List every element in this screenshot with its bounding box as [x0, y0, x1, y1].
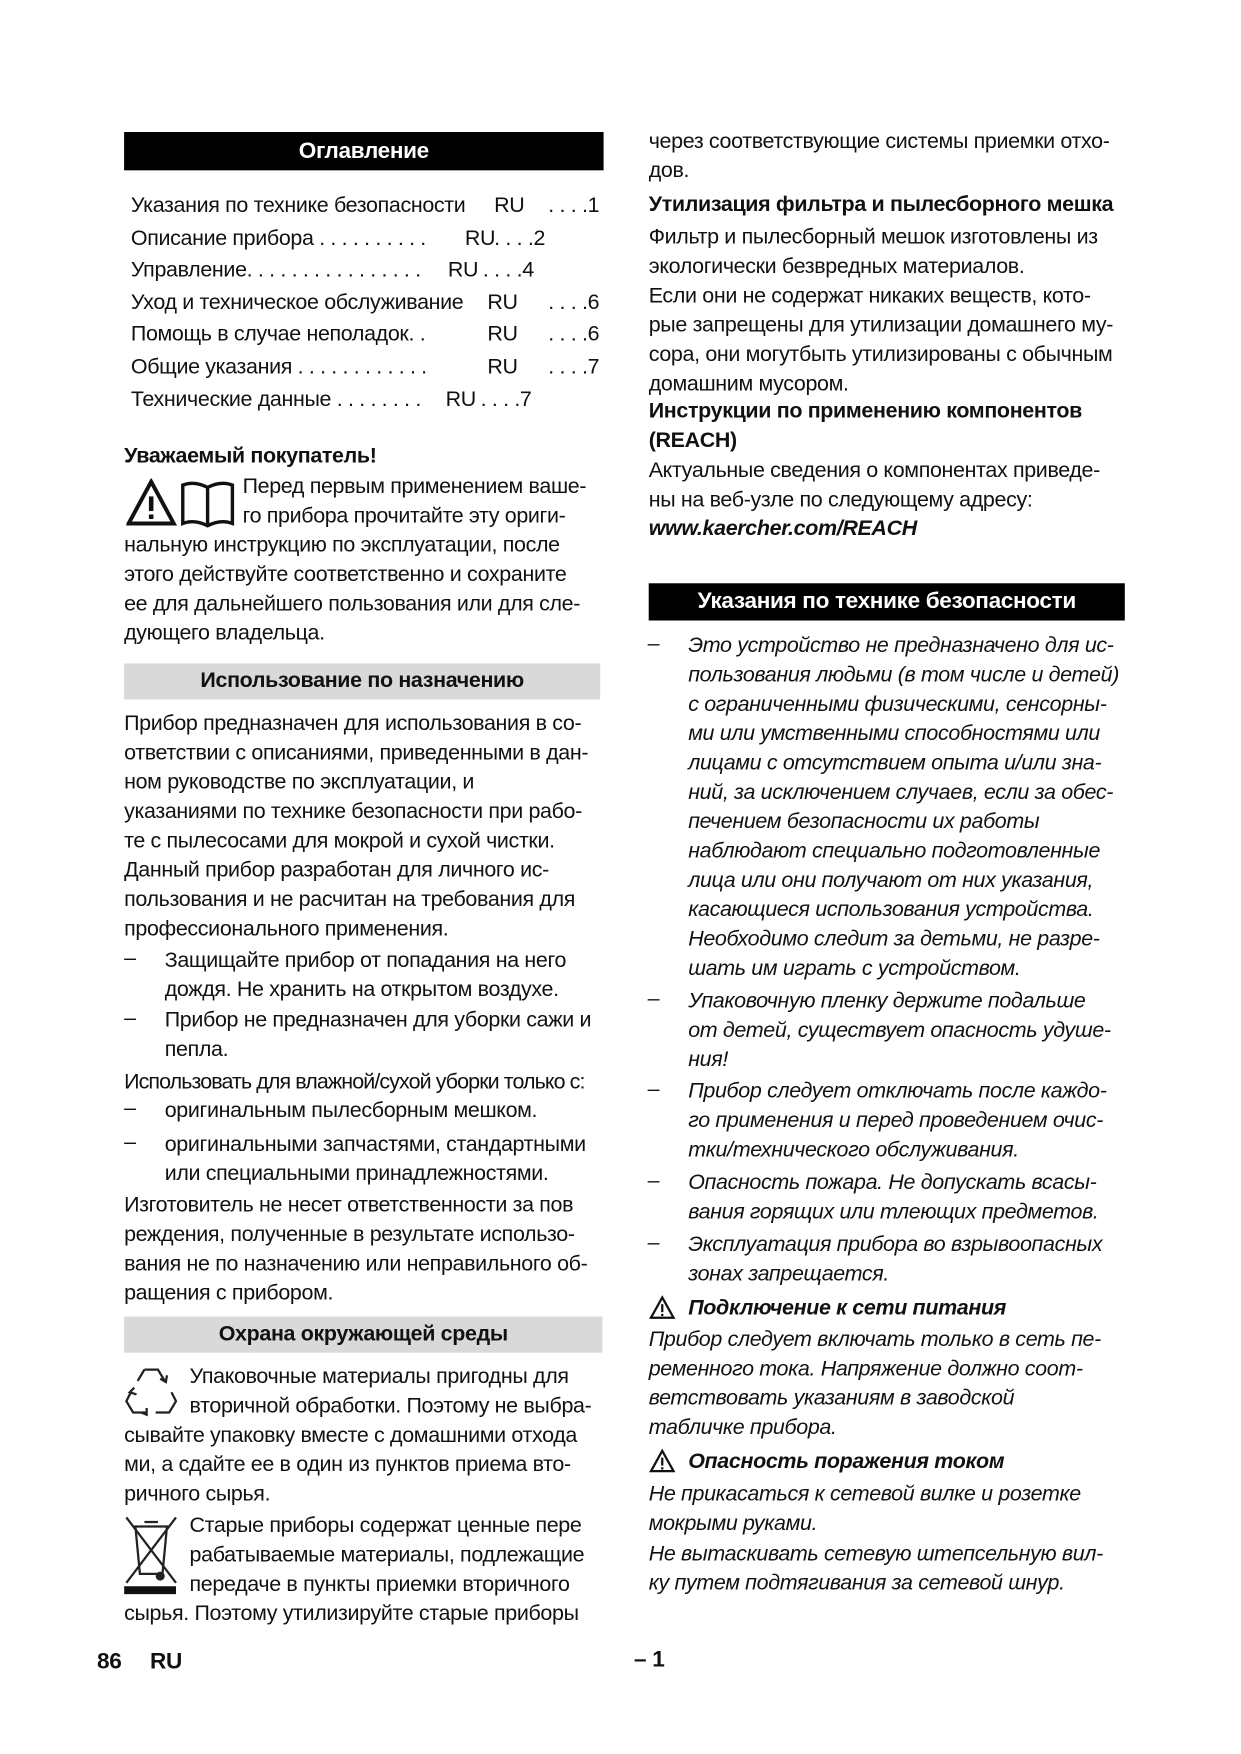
bullet-dash: – — [647, 631, 660, 656]
toc-item-page: . . . .2 — [494, 226, 546, 251]
text-line: вторичной обработки. Поэтому не выбра- — [189, 1394, 592, 1419]
text-line: Прибор следует отключать после каждо- — [688, 1079, 1107, 1104]
weee-paragraph — [124, 1512, 584, 1629]
toc-item-label: Указания по технике безопасности — [130, 194, 466, 218]
text-line: го применения и перед проведением очис- — [688, 1109, 1104, 1133]
text-line: оригинальным пылесборным мешком. — [164, 1098, 538, 1123]
safety-bullet — [647, 1077, 1107, 1163]
text-line: ременного тока. Напряжение должно соот- — [648, 1357, 1083, 1381]
toc-item-lang: RU — [445, 387, 476, 412]
text-line: ном руководстве по эксплуатации, и — [124, 770, 475, 795]
power-paragraph — [649, 1326, 1101, 1443]
text-line: пепла. — [164, 1037, 229, 1062]
toc-item[interactable] — [131, 320, 605, 352]
toc-item-label: Описание прибора . . . . . . . . . . — [130, 226, 426, 251]
page-number: 86 — [97, 1649, 122, 1675]
bullet-dash: – — [124, 1130, 136, 1155]
text-line: реждения, полученные в результате использо- — [124, 1222, 575, 1247]
text-line: шать им играть с устройством. — [688, 956, 1021, 981]
bullet-dash: – — [647, 1168, 660, 1193]
text-line: ны на веб-узле по следующему адресу: — [648, 488, 1033, 513]
text-line: Прибор следует включать только в сеть пе- — [648, 1327, 1101, 1352]
text-line: сывайте упаковку вместе с домашними отхода — [124, 1423, 578, 1448]
filter-heading — [649, 191, 1114, 220]
text-line: Фильтр и пылесборный мешок изготовлены из — [648, 225, 1098, 250]
text-line: печением безопасности их работы — [688, 810, 1040, 834]
text-line: от детей, существует опасность удуше- — [688, 1018, 1111, 1043]
text-line: Это устройство не предназначено для ис- — [688, 634, 1114, 658]
text-line: домашним мусором. — [648, 372, 849, 396]
text-line: Перед первым применением ваше- — [242, 474, 587, 499]
disposal-continued — [649, 127, 1110, 186]
text-line: указаниями по технике безопасности при рабо- — [124, 799, 582, 824]
safety-bullet — [647, 1168, 1099, 1225]
text-line: Опасность пожара. Не допускать всасы- — [688, 1171, 1097, 1195]
toc-item-label: Технические данные . . . . . . . . — [130, 387, 421, 412]
text-line: Актуальные сведения о компонентах приведе- — [648, 459, 1100, 483]
text-line: Прибор не предназначен для уборки сажи и — [164, 1008, 592, 1033]
text-line: лицами с отсутствием опыта и/или зна- — [688, 751, 1102, 776]
text-line: рабатываемые материалы, подлежащие — [189, 1543, 585, 1568]
heading-text: Опасность поражения током — [688, 1449, 1005, 1474]
text-line: рые запрещены для утилизации домашнего му- — [648, 313, 1114, 338]
toc-item-lang: RU — [487, 323, 518, 347]
text-line: ми или умственными способностями или — [688, 722, 1100, 746]
toc-item-lang: RU — [464, 226, 496, 251]
usage-bullet — [124, 1096, 538, 1126]
text-line: Инструкции по применению компонентов — [648, 399, 1082, 424]
text-line: ний, за исключением случаев, если за обес- — [688, 780, 1114, 805]
text-line: тки/технического обслуживания. — [688, 1138, 1019, 1163]
bullet-text — [164, 947, 567, 1002]
text-line: через соответствующие системы приемки отхо- — [648, 129, 1110, 154]
text-line: ми, а сдайте ее в один из пунктов приема вто- — [124, 1453, 571, 1477]
reach-url-link[interactable] — [649, 514, 917, 543]
text-line: зонах запрещается. — [688, 1262, 890, 1287]
bullet-dash: – — [647, 987, 660, 1011]
warning-icon — [649, 1449, 676, 1481]
warning-icon — [649, 1295, 676, 1327]
language-code: RU — [150, 1649, 182, 1675]
text-line: сырья. Поэтому утилизируйте старые приборы — [124, 1602, 579, 1626]
toc-item-lang: RU — [487, 355, 518, 380]
bullet-dash: – — [124, 1096, 136, 1121]
liability-paragraph — [124, 1191, 587, 1308]
reach-heading — [649, 397, 1082, 456]
shock-paragraph — [649, 1480, 1081, 1539]
bullet-text — [688, 987, 1111, 1072]
text-line: экологически безвредных материалов. — [648, 254, 1025, 279]
text-line: Изготовитель не несет ответственности за пов — [124, 1193, 574, 1218]
usage-paragraph — [124, 710, 588, 945]
table-of-contents — [131, 191, 605, 417]
toc-item[interactable] — [131, 223, 605, 255]
text-line: Необходимо следит за детьми, не разре- — [688, 927, 1100, 952]
toc-item-page: . . . .6 — [548, 290, 600, 315]
bullet-text — [165, 1097, 537, 1126]
filter-paragraph-2 — [649, 282, 1113, 399]
bullet-dash: – — [124, 1006, 136, 1031]
text-line: передаче в пункты приемки вторичного — [189, 1572, 570, 1597]
text-line: ответствии с описаниями, приведенными в дан- — [124, 741, 589, 765]
bullet-text — [688, 1169, 1099, 1225]
text-line: ее для дальнейшего пользования или для сле- — [124, 592, 581, 616]
shock-heading — [688, 1447, 1004, 1476]
text-line: касающиеся использования устройства. — [688, 898, 1094, 922]
text-line: го прибора прочитайте эту ориги- — [242, 504, 566, 528]
toc-item-lang: RU — [494, 194, 525, 218]
section-number: – 1 — [634, 1647, 665, 1672]
shock-paragraph-2 — [649, 1540, 1103, 1599]
text-line: ветствовать указаниям в заводской — [648, 1386, 1015, 1411]
text-line: ращения с прибором. — [124, 1281, 334, 1306]
safety-bullet — [647, 1230, 1103, 1287]
usage-header: Использование по назначению — [124, 663, 600, 699]
toc-item[interactable] — [131, 352, 605, 384]
text-line: Данный прибор разработан для личного ис- — [124, 858, 549, 883]
text-line: оригинальными запчастями, стандартными — [164, 1132, 586, 1157]
safety-bullet — [647, 631, 1119, 981]
toc-item[interactable] — [131, 287, 605, 319]
toc-item-page: . . . .6 — [548, 323, 600, 347]
toc-item[interactable] — [131, 384, 605, 416]
text-line: ния! — [688, 1048, 728, 1072]
usage-bullet — [124, 946, 567, 1002]
power-heading — [688, 1294, 1006, 1323]
toc-item-label: Помощь в случае неполадок. . — [130, 323, 426, 347]
text-line: дов. — [648, 159, 690, 183]
packaging-paragraph — [124, 1363, 591, 1510]
safety-bullet — [647, 987, 1111, 1072]
environment-header: Охрана окружающей среды — [124, 1317, 602, 1353]
text-line: с ограниченными физическими, сенсорны- — [688, 692, 1107, 717]
text-line: ку путем подтягивания за сетевой шнур. — [648, 1571, 1065, 1596]
bullet-text — [688, 1231, 1103, 1287]
text-line: (REACH) — [648, 428, 737, 453]
text-line: пользования людьми (в том числе и детей) — [688, 663, 1119, 688]
filter-paragraph — [649, 223, 1098, 282]
toc-item-page: . . . .1 — [548, 194, 600, 218]
toc-item-label: Общие указания . . . . . . . . . . . . — [130, 355, 427, 380]
bullet-text — [164, 1006, 592, 1062]
toc-header: Оглавление — [124, 132, 603, 170]
toc-item[interactable] — [131, 255, 605, 287]
toc-item-page: . . . .4 — [482, 258, 534, 283]
text-line: пользования и не расчитан на требования для — [124, 887, 576, 912]
text-line: нальную инструкцию по эксплуатации, после — [124, 533, 560, 558]
toc-item-label: Уход и техническое обслуживание — [130, 290, 464, 315]
text-line: ричного сырья. — [124, 1482, 271, 1507]
bullet-text — [688, 1077, 1107, 1163]
text-line: профессионального применения. — [124, 917, 449, 941]
bullet-dash: – — [647, 1230, 660, 1255]
bullet-dash: – — [124, 946, 136, 971]
text-line: сора, они могутбыть утилизированы с обычным — [648, 342, 1113, 367]
text-line: Если они не содержат никаких веществ, кото- — [648, 284, 1091, 308]
text-line: этого действуйте соответственно и сохраните — [124, 562, 567, 587]
text-line: вания не по назначению или неправильного об- — [124, 1252, 588, 1276]
usage-bullet — [124, 1130, 586, 1186]
toc-item[interactable] — [131, 191, 605, 223]
text-line: Не вытаскивать сетевую штепсельную вил- — [648, 1542, 1103, 1566]
toc-item-page: . . . .7 — [480, 387, 532, 412]
reach-paragraph — [649, 457, 1100, 516]
text-line: Упаковочную пленку держите подальше — [688, 989, 1086, 1014]
heading-text: Утилизация фильтра и пылесборного мешка — [648, 192, 1114, 217]
dear-paragraph — [124, 473, 586, 649]
text-line: Эксплуатация прибора во взрывоопасных — [688, 1233, 1103, 1257]
text-line: вания горящих или тлеющих предметов. — [688, 1200, 1099, 1225]
bullet-dash: – — [647, 1077, 660, 1102]
toc-item-label: Управление. . . . . . . . . . . . . . . . — [130, 258, 421, 283]
text-line: Прибор предназначен для использования в со- — [124, 711, 582, 736]
heading-text: Подключение к сети питания — [688, 1296, 1007, 1320]
text-line: дующего владельца. — [124, 621, 325, 646]
toc-item-lang: RU — [447, 258, 479, 283]
text-line: Старые приборы содержат ценные пере — [189, 1514, 582, 1538]
dear-heading: Уважаемый покупатель! — [124, 444, 377, 469]
text-line: Не прикасаться к сетевой вилке и розетке — [648, 1482, 1081, 1507]
text-line: лица или они получают от них указания, — [688, 868, 1094, 893]
toc-item-lang: RU — [487, 290, 518, 315]
text-line: Использовать для влажной/сухой уборки только с: — [124, 1070, 585, 1095]
text-line: или специальными принадлежностями. — [164, 1162, 549, 1186]
text-line: табличке прибора. — [648, 1415, 837, 1440]
bullet-text — [688, 632, 1119, 981]
text-line: дождя. Не хранить на открытом воздухе. — [164, 978, 559, 1002]
safety-header: Указания по технике безопасности — [649, 583, 1125, 620]
text-line: мокрыми руками. — [648, 1511, 818, 1536]
usage-only — [124, 1068, 584, 1097]
text-line: Защищайте прибор от попадания на него — [164, 948, 567, 973]
toc-item-page: . . . .7 — [548, 355, 600, 380]
usage-bullet — [124, 1006, 592, 1062]
text-line: те с пылесосами для мокрой и сухой чистки. — [124, 829, 555, 853]
text-line: Упаковочные материалы пригодны для — [189, 1365, 569, 1389]
url-text[interactable]: www.kaercher.com/REACH — [648, 516, 917, 541]
bullet-text — [164, 1130, 586, 1186]
text-line: наблюдают специально подготовленные — [688, 839, 1101, 864]
